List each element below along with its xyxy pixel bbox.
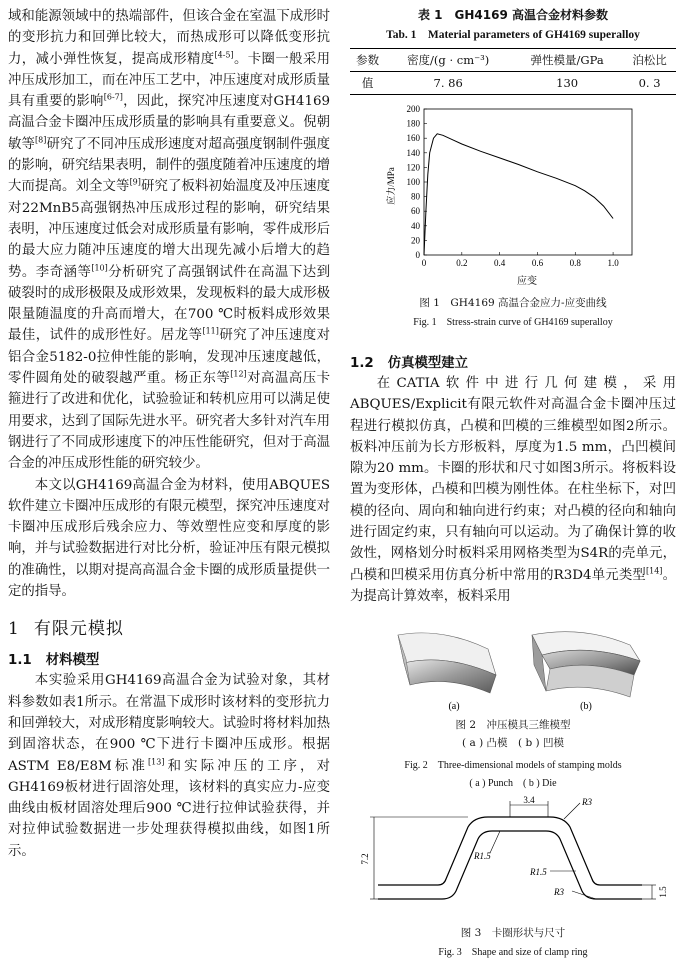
citation: [6-7]	[103, 92, 123, 102]
figure3-caption-cn: 图 3 卡圈形状与尺寸	[460, 927, 566, 940]
text-segment: 对高温高压卡箍进行了改进和优化，试验验证和转机应用可以满足使用要求，达到了国际先进水平。研究者大多针对汽车用钢进行了不同成形速度下的冲压性能研究，但对于高温合金的冲压成形性能的研究较少。	[8, 371, 331, 472]
figure2-label-a: (a)	[448, 701, 460, 713]
dimension-top-width: 3.4	[523, 795, 535, 806]
citation: [9]	[129, 177, 141, 187]
table-cell: 0. 3	[638, 76, 661, 90]
text-segment: 域和能源领域中的热端部件，但该合金在室温下成形时的变形抗力和回弹比较大，而热成形可以降低变形抗力，减小弹性恢复，提高成形精度	[8, 9, 330, 67]
text-segment: ，因此，探究冲压速度对GH4169高温合金卡圈冲压成形质量的影响具有重要意义。倪朝敏等	[8, 94, 331, 152]
section-heading	[8, 614, 330, 639]
table-cell: 值	[361, 76, 374, 90]
x-tick-label: 0.2	[456, 258, 468, 268]
citation: [13]	[148, 757, 165, 767]
right-column	[350, 6, 676, 958]
stress-strain-chart	[350, 101, 676, 287]
intro-paragraph	[8, 6, 330, 475]
y-tick-label: 200	[406, 104, 420, 114]
section-number: 1	[8, 619, 20, 640]
stamping-molds-figure	[350, 615, 676, 713]
table-cell: 130	[556, 76, 579, 90]
y-tick-label: 140	[406, 147, 420, 158]
text-segment: 研究了不同冲压成形速度对超高强度钢制件强度的影响，研究结果表明，制件的强度随着冲压速度的增大而提高。刘全文等	[8, 136, 331, 195]
text-segment: 和实际冲压的工序，对GH4169板材进行固溶处理，该材料的真实应力-应变曲线由板材固溶处理后900 ℃进行拉伸试验获得，并对拉伸试验数据进一步处理获得模拟曲线，如图1所示。	[8, 758, 331, 859]
subsection-title: 仿真模型建立	[387, 356, 469, 371]
material-paragraph	[8, 670, 330, 862]
text-segment: 。为提高计算效率，板料采用	[350, 567, 676, 604]
figure2-caption-en: Fig. 2 Three-dimensional models of stamping molds	[404, 760, 622, 772]
punch-model	[398, 633, 496, 693]
dimension-r15-outer: R1.5	[530, 867, 547, 878]
y-tick-label: 20	[411, 235, 420, 246]
left-column	[8, 6, 330, 862]
simulation-paragraph	[350, 373, 676, 607]
subsection-heading	[8, 649, 330, 668]
dimension-height: 7.2	[360, 853, 370, 865]
subsection-title: 材料模型	[45, 653, 100, 669]
table-title-en: Tab. 1 Material parameters of GH4169 superalloy	[386, 29, 640, 41]
dimension-r3-top: R3	[582, 797, 592, 808]
chart-frame	[424, 109, 632, 255]
citation: [14]	[646, 566, 663, 576]
text-segment: 在CATIA软件中进行几何建模，采用ABQUES/Explicit有限元软件对高温合金卡圈冲压过程进行模拟仿真，凸模和凹模的三维模型如图2所示。板料冲压前为长方形板料，厚度为1.5 mm，凸凹模间隙为20 mm。卡圈的形状和尺寸如图3所示。将板料设置为变形体，凸模和凹模为刚性体。在柱坐标下，对凹模的径向、周向和轴向进行约束；对凸模的径向和轴向进行固定约束，只有轴向可以运动。为了确保计算的收敛性，网格划分时板料采用网格类型为S4R的壳单元，凸模和凹模采用仿真分析中常用的R3D4单元类型	[350, 376, 676, 583]
y-axis-label: 应力/MPa	[386, 167, 396, 205]
y-tick-label: 160	[406, 133, 420, 144]
stress-strain-curve	[424, 134, 613, 255]
dimension-thickness: 1.5	[658, 886, 668, 898]
dimension-r3-bottom: R3	[554, 887, 564, 898]
text-segment: 分析研究了高强钢试件在高温下达到破裂时的成形极限及成形效果，发现板料的最大成形极限量随温度的升高而增大，在700 ℃时板料成形效果最佳，试件的成形性好。居龙等	[8, 264, 331, 344]
y-tick-label: 80	[411, 191, 420, 202]
x-tick-label: 0.6	[531, 258, 544, 268]
objective-paragraph: 本文以GH4169高温合金为材料，使用ABQUES软件建立卡圈冲压成形的有限元模型，探究冲压速度对卡圈冲压成形后残余应力、等效塑性应变和厚度的影响，并与试验数据进行对比分析，验证冲压有限元模拟的准确性，以期对提高高温合金卡圈的成形质量提供一定的指导。	[8, 477, 330, 600]
section-title: 有限元模拟	[33, 619, 124, 640]
dimension-r15-inner: R1.5	[474, 851, 491, 862]
table-row	[350, 72, 676, 95]
clamp-ring-drawing	[350, 795, 676, 919]
y-tick-label: 100	[406, 177, 420, 187]
x-tick-label: 0.4	[494, 258, 506, 268]
subsection-heading	[350, 352, 676, 371]
y-tick-label: 120	[406, 162, 420, 173]
figure1-caption-cn: 图 1 GH4169 高温合金应力-应变曲线	[419, 297, 607, 309]
citation: [12]	[230, 369, 247, 379]
die-model	[532, 632, 640, 697]
citation: [4-5]	[214, 50, 234, 60]
x-tick-label: 0	[421, 258, 427, 268]
x-axis-label: 应变	[517, 276, 537, 287]
clamp-ring-profile	[378, 817, 642, 899]
figure3-caption-en: Fig. 3 Shape and size of clamp ring	[438, 947, 588, 958]
text-segment: 。卡圈一般采用冲压成形加工，而在冲压工艺中，冲压速度对成形质量具有重要的影响	[8, 51, 331, 110]
table-header-cell: 密度/(g · cm⁻³)	[407, 53, 490, 67]
y-tick-label: 40	[411, 220, 420, 231]
y-tick-label: 60	[411, 206, 420, 217]
figure2-subcaption-cn: ( a ) 凸模 ( b ) 凹模	[462, 737, 564, 750]
text-segment: 本实验采用GH4169高温合金为试验对象，其材料参数如表1所示。在常温下成形时该材料的变形抗力和回弹较大，对成形精度影响较大。试验时将材料加热到固溶状态，在900 ℃下进行卡圈冲压成形。根据ASTM E8/E8M标准	[8, 673, 330, 774]
table-header-row	[350, 49, 676, 72]
text-segment: 研究了冲压速度对铝合金5182-0拉伸性能的影响，发现冲压速度越低，零件圆角处的破裂越严重。杨正东等	[8, 328, 331, 387]
subsection-number: 1.1	[8, 653, 32, 669]
dimension-lines	[370, 801, 656, 899]
figure2-label-b: (b)	[580, 701, 592, 713]
figure2-subcaption-en: ( a ) Punch ( b ) Die	[469, 778, 557, 790]
citation: [8]	[35, 135, 47, 145]
table-cell: 7. 86	[433, 76, 463, 90]
subsection-number: 1.2	[350, 356, 374, 371]
table-header-cell: 弹性模量/GPa	[530, 53, 604, 67]
x-tick-label: 0.8	[569, 258, 581, 268]
text-segment: 研究了板料初始温度及冲压速度对22MnB5高强钢热冲压成形过程的影响，研究结果表明，冲压速度过低会对成形质量有影响，零件成形后的最大应力随冲压速度的增大出现先减小后增大的趋势。李奇涵等	[8, 179, 331, 280]
citation: [11]	[202, 326, 219, 336]
figure1-caption-en: Fig. 1 Stress-strain curve of GH4169 superalloy	[413, 317, 613, 328]
figure2-caption-cn: 图 2 冲压模具三维模型	[455, 719, 571, 732]
table-header-cell: 泊松比	[632, 53, 667, 67]
citation: [10]	[91, 263, 108, 273]
y-tick-label: 0	[415, 250, 420, 260]
table-header-cell: 参数	[356, 53, 380, 67]
table-title-cn: 表 1 GH4169 高温合金材料参数	[418, 8, 608, 22]
y-tick-label: 180	[406, 118, 420, 129]
material-table	[350, 48, 676, 95]
x-tick-label: 1.0	[607, 258, 619, 268]
